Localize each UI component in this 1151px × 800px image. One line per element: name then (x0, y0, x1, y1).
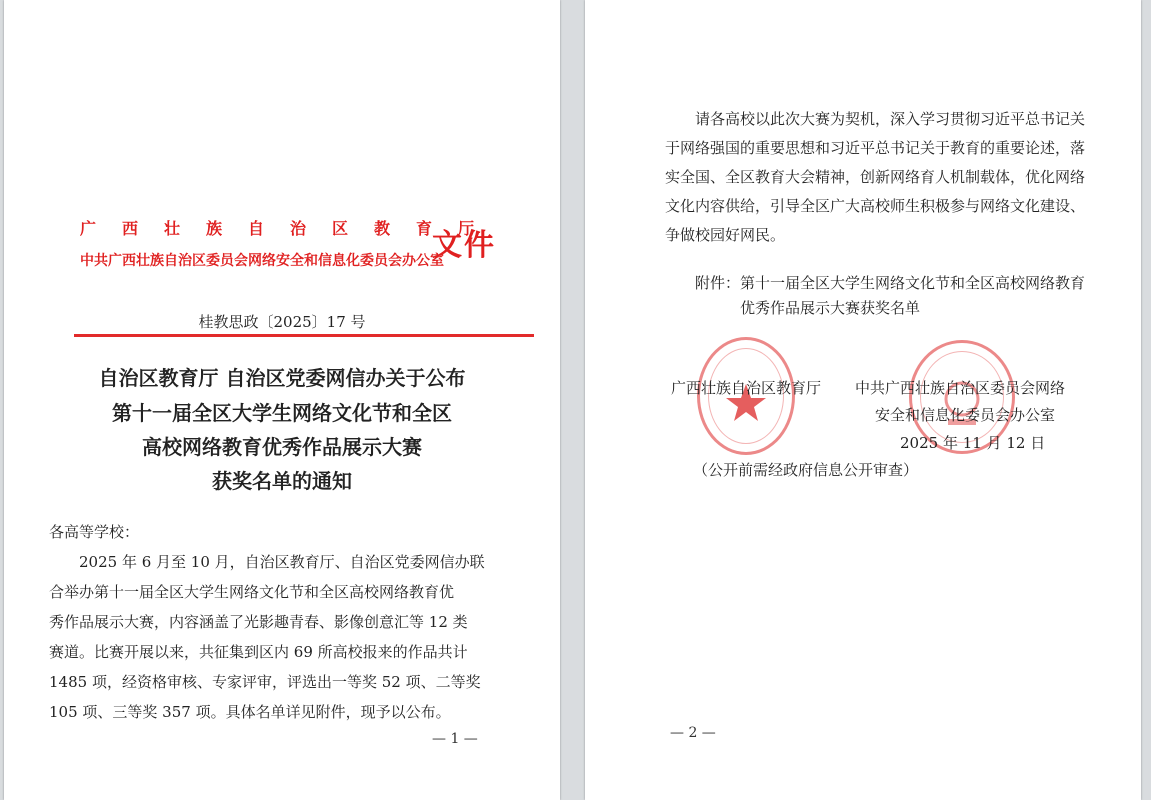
attachment-line-2: 优秀作品展示大赛获奖名单 (740, 299, 921, 317)
body-line: 请各高校以此次大赛为契机，深入学习贯彻习近平总书记关 (695, 110, 1086, 128)
body-line: 105 项、三等奖 357 项。具体名单详见附件，现予以公布。 (49, 703, 451, 721)
body-line: 实全国、全区教育大会精神，创新网络育人机制载体，优化网络 (665, 168, 1086, 186)
issuer-line-1: 广西壮族自治区教育厅 (80, 219, 501, 238)
title-line-3: 高校网络教育优秀作品展示大赛 (142, 435, 422, 459)
body-line: 合举办第十一届全区大学生网络文化节和全区高校网络教育优 (49, 583, 455, 601)
title-line-4: 获奖名单的通知 (212, 469, 352, 493)
signer-1: 广西壮族自治区教育厅 (671, 379, 822, 397)
body-line: 2025 年 6 月至 10 月，自治区教育厅、自治区党委网信办联 (79, 553, 485, 571)
page-number: — 1 — (432, 731, 478, 747)
body-line: 文化内容供给，引导全区广大高校师生积极参与网络文化建设、 (665, 197, 1086, 215)
document-page-2 (585, 0, 1141, 800)
signer-2-line-2: 安全和信息化委员会办公室 (875, 406, 1056, 424)
body-line: 争做校园好网民。 (665, 226, 786, 244)
body-line: 于网络强国的重要思想和习近平总书记关于教育的重要论述，落 (665, 139, 1086, 157)
issuer-line-2: 中共广西壮族自治区委员会网络安全和信息化委员会办公室 (80, 253, 444, 269)
salutation: 各高等学校： (49, 523, 140, 541)
doc-number: 桂教思政〔2025〕17 号 (198, 313, 366, 331)
body-line: 1485 项，经资格审核、专家评审，评选出一等奖 52 项、二等奖 (49, 673, 481, 691)
page-number: — 2 — (670, 725, 716, 741)
disclosure-note: （公开前需经政府信息公开审查） (693, 461, 919, 479)
document-page-1 (4, 0, 560, 800)
issue-date: 2025 年 11 月 12 日 (900, 434, 1046, 452)
attachment-line-1: 附件：第十一届全区大学生网络文化节和全区高校网络教育 (695, 274, 1086, 292)
body-text (665, 104, 1095, 249)
doc-type-label: 文件 (432, 228, 496, 263)
signer-2-line-1: 中共广西壮族自治区委员会网络 (855, 379, 1066, 397)
red-divider (74, 334, 534, 337)
body-line: 赛道。比赛开展以来，共征集到区内 69 所高校报来的作品共计 (49, 643, 468, 661)
body-text (49, 517, 519, 727)
title-line-2: 第十一届全区大学生网络文化节和全区 (112, 401, 452, 425)
body-line: 秀作品展示大赛，内容涵盖了光影趣青春、影像创意汇等 12 类 (49, 613, 468, 631)
title-line-1: 自治区教育厅 自治区党委网信办关于公布 (98, 366, 466, 390)
